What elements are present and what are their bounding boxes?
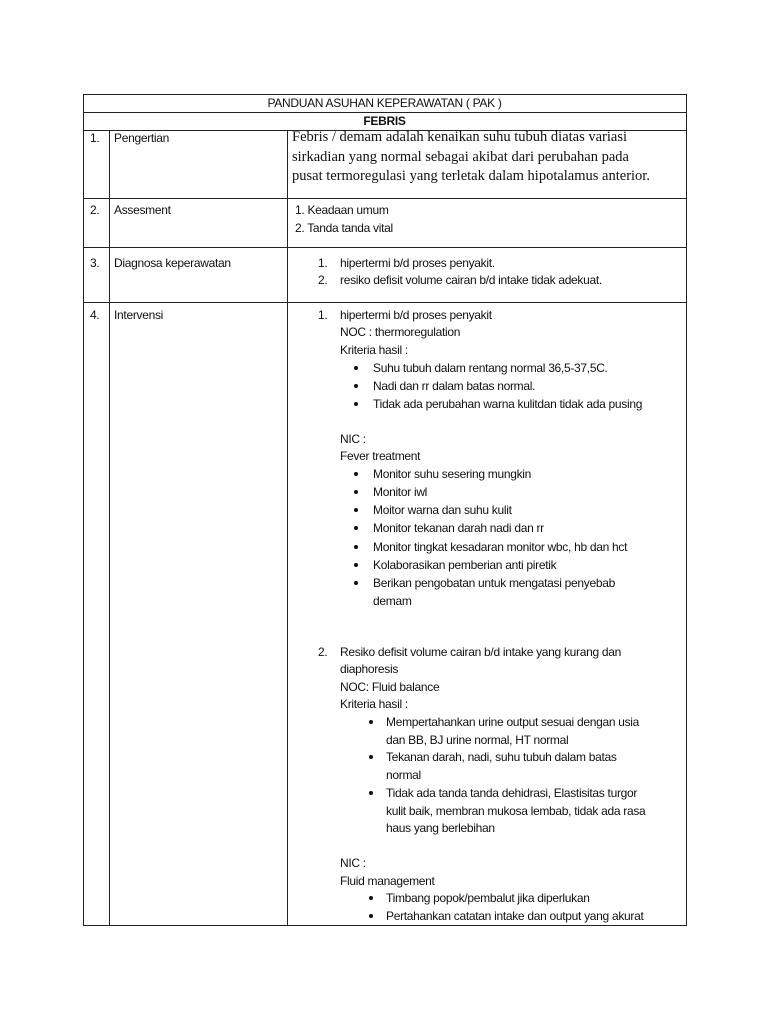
row-label: Pengertian [114, 131, 170, 145]
kriteria-label: Kriteria hasil : [340, 343, 408, 357]
bullet-icon [369, 755, 373, 759]
list-item: Pertahankan catatan intake dan output yang akurat [386, 909, 644, 923]
list-item: Timbang popok/pembalut jika diperlukan [386, 891, 590, 905]
bullet-icon [354, 490, 358, 494]
list-item: Berikan pengobatan untuk mengatasi penyebab [373, 576, 615, 590]
definition-line: pusat termoregulasi yang terletak dalam hipotalamus anterior. [292, 168, 650, 184]
bullet-icon [369, 791, 373, 795]
row-label: Diagnosa keperawatan [114, 256, 231, 270]
list-item: 1. Keadaan umum [295, 203, 389, 217]
document-title: PANDUAN ASUHAN KEPERAWATAN ( PAK ) [267, 96, 502, 110]
list-item: Suhu tubuh dalam rentang normal 36,5-37,5C. [373, 361, 608, 375]
document-subtitle: FEBRIS [363, 114, 406, 128]
list-item: 2. Tanda tanda vital [295, 221, 393, 235]
definition-line: sirkadian yang normal sebagai akibat dari perubahan pada [292, 149, 629, 165]
bullet-icon [354, 563, 358, 567]
list-item: Monitor tingkat kesadaran monitor wbc, hb dan hct [373, 540, 628, 554]
list-number: 2. [318, 273, 328, 287]
bullet-icon [369, 896, 373, 900]
nic-title: Fluid management [340, 874, 435, 888]
bullet-icon [354, 508, 358, 512]
list-item: Nadi dan rr dalam batas normal. [373, 379, 536, 393]
list-item: Tidak ada perubahan warna kulitdan tidak ada pusing [373, 397, 643, 411]
row-label: Intervensi [114, 308, 164, 322]
definition-line: Febris / demam adalah kenaikan suhu tubuh diatas variasi [292, 129, 628, 145]
border [109, 130, 110, 926]
noc-label: NOC : thermoregulation [340, 325, 461, 339]
bullet-icon [369, 720, 373, 724]
list-item: demam [373, 594, 412, 608]
border [83, 112, 687, 113]
list-item: Monitor tekanan darah nadi dan rr [373, 521, 544, 535]
list-item: normal [386, 768, 421, 782]
bullet-icon [369, 914, 373, 918]
row-number: 2. [90, 203, 100, 217]
kriteria-label: Kriteria hasil : [340, 697, 408, 711]
noc-label: NOC: Fluid balance [340, 680, 440, 694]
border [83, 198, 687, 199]
list-item: resiko defisit volume cairan b/d intake tidak adekuat. [340, 273, 602, 287]
list-item: Kolaborasikan pemberian anti piretik [373, 558, 557, 572]
list-item: Tekanan darah, nadi, suhu tubuh dalam batas [386, 750, 617, 764]
border [83, 94, 84, 926]
row-label: Assesment [114, 203, 171, 217]
nic-label: NIC : [340, 432, 366, 446]
row-number: 4. [90, 308, 100, 322]
bullet-icon [354, 384, 358, 388]
list-item: Monitor suhu sesering mungkin [373, 467, 532, 481]
intervention-title: hipertermi b/d proses penyakit [340, 308, 492, 322]
list-item: Mempertahankan urine output sesuai dengan usia [386, 715, 640, 729]
list-item: haus yang berlebihan [386, 821, 495, 835]
list-item: Tidak ada tanda tanda dehidrasi, Elastisitas turgor [386, 786, 638, 800]
border [287, 130, 288, 926]
border [83, 94, 687, 95]
bullet-icon [354, 472, 358, 476]
border [83, 247, 687, 248]
row-number: 3. [90, 256, 100, 270]
bullet-icon [354, 545, 358, 549]
bullet-icon [354, 526, 358, 530]
border [83, 925, 687, 926]
list-number: 1. [318, 308, 328, 322]
nic-title: Fever treatment [340, 449, 421, 463]
bullet-icon [354, 366, 358, 370]
intervention-title: Resiko defisit volume cairan b/d intake yang kurang dan [340, 645, 622, 659]
bullet-icon [354, 581, 358, 585]
list-item: dan BB, BJ urine normal, HT normal [386, 733, 569, 747]
list-number: 2. [318, 645, 328, 659]
list-item: hipertermi b/d proses penyakit. [340, 256, 495, 270]
border [686, 94, 687, 926]
border [83, 302, 687, 303]
list-item: kulit baik, membran mukosa lembab, tidak ada rasa [386, 804, 646, 818]
list-item: Moitor warna dan suhu kulit [373, 503, 512, 517]
list-item: Monitor iwl [373, 485, 428, 499]
nic-label: NIC : [340, 856, 366, 870]
intervention-title: diaphoresis [340, 662, 399, 676]
list-number: 1. [318, 256, 328, 270]
bullet-icon [354, 402, 358, 406]
row-number: 1. [90, 131, 100, 145]
